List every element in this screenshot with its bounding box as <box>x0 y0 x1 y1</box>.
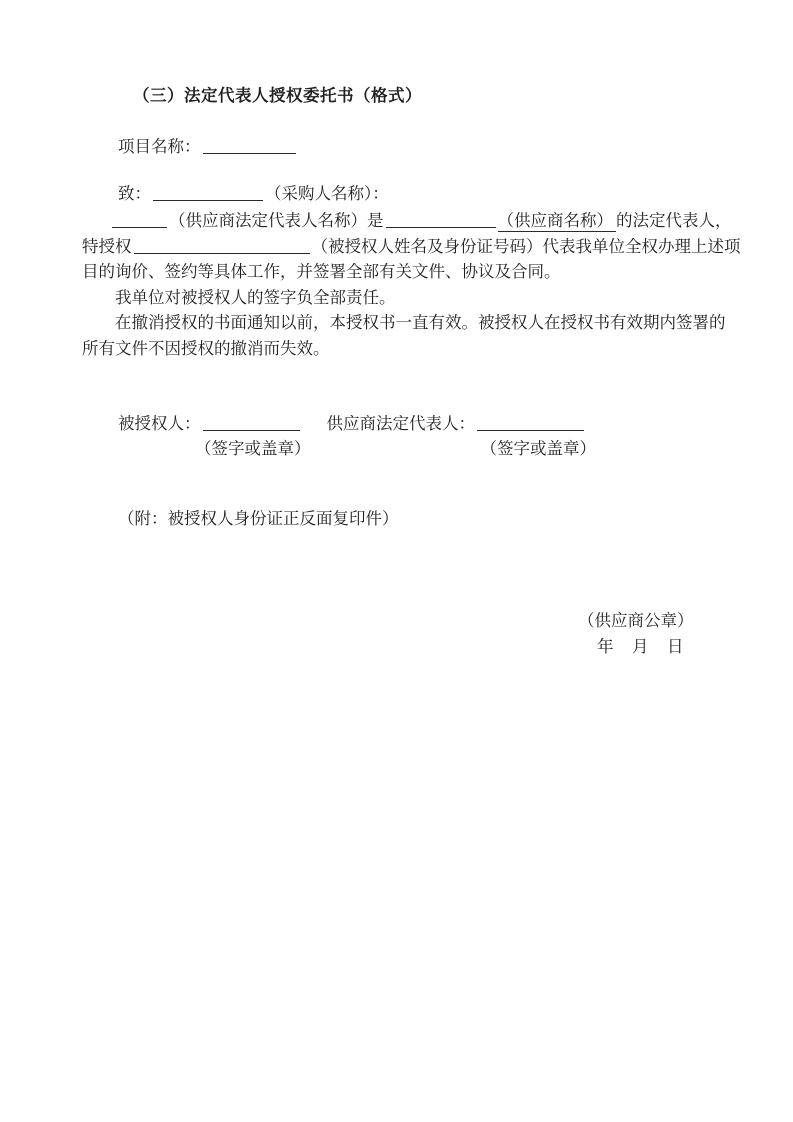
text-run: （被授权人姓名及身份证号码）代表我单位全权办理上述项 <box>311 236 741 256</box>
text-run: 目的询价、签约等具体工作，并签署全部有关文件、协议及合同。 <box>82 262 561 281</box>
blank-underline-field <box>203 417 300 431</box>
authorization-paragraph-line-1 <box>110 208 763 234</box>
validity-paragraph-line-2 <box>82 336 763 362</box>
blank-underline-field <box>386 214 496 228</box>
text-run: 的法定代表人， <box>616 211 732 230</box>
project-name-line <box>118 134 763 160</box>
blank-underline-field <box>153 187 263 201</box>
horizontal-space <box>311 453 481 454</box>
blank-underline-field <box>134 240 310 254</box>
text-run: （供应商法定代表人名称）是 <box>169 211 384 230</box>
supplier-seal-line: （供应商公章） <box>578 611 694 630</box>
text-run: 致： <box>118 184 151 203</box>
text-run: 在撤消授权的书面通知以前，本授权书一直有效。被授权人在授权书有效期内签署的 <box>115 313 726 332</box>
attachment-note-line: （附：被授权人身份证正反面复印件） <box>118 509 399 528</box>
underlined-text-run: （供应商名称） <box>498 211 617 232</box>
authorization-paragraph-line-3 <box>82 259 763 285</box>
date-line: 年 月 日 <box>597 637 685 656</box>
text-run: 我单位对被授权人的签字负全部责任。 <box>115 287 396 307</box>
blank-underline-field <box>477 417 584 431</box>
signature-caption-line <box>195 436 763 461</box>
horizontal-space <box>302 428 327 429</box>
text-run: （采购人名称）： <box>265 184 389 203</box>
addressee-line <box>118 181 763 207</box>
signature-line <box>118 411 763 437</box>
text-run: 所有文件不因授权的撤消而失效。 <box>82 338 330 358</box>
responsibility-paragraph <box>115 285 763 311</box>
text-run: 项目名称： <box>118 137 201 156</box>
text-run: （签字或盖章） <box>195 439 311 458</box>
text-run: 供应商法定代表人： <box>326 414 475 433</box>
text-run: （签字或盖章） <box>480 439 596 458</box>
document-heading: （三）法定代表人授权委托书（格式） <box>133 86 422 105</box>
text-run: 特授权 <box>82 236 132 256</box>
text-run: 被授权人： <box>118 414 201 433</box>
authorization-paragraph-line-2 <box>82 234 763 260</box>
validity-paragraph-line-1 <box>115 310 763 336</box>
blank-underline-field <box>112 214 167 228</box>
blank-underline-field <box>203 140 296 154</box>
